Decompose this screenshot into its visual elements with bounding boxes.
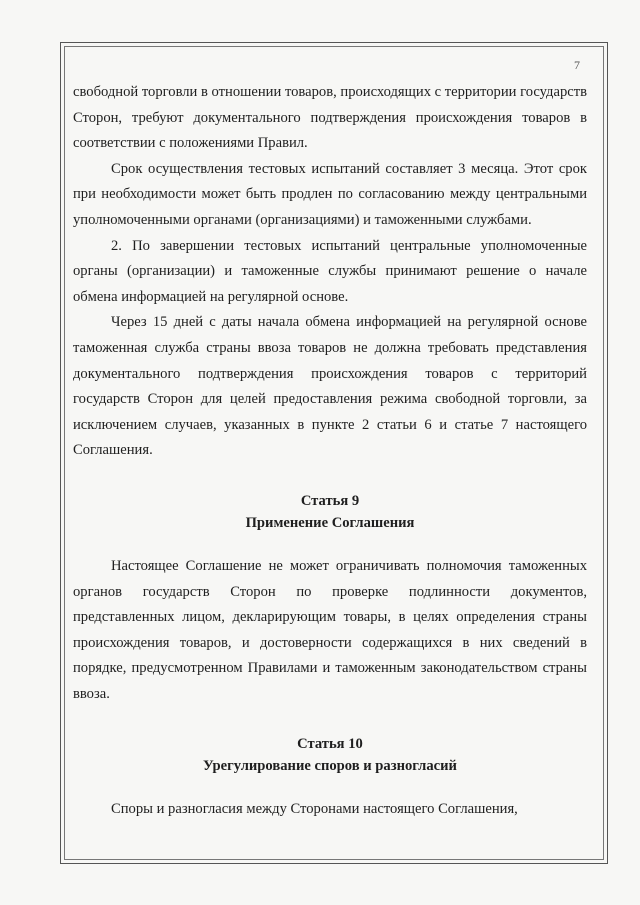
- document-body: [73, 80, 587, 823]
- spacer: [73, 777, 587, 797]
- spacer: [73, 534, 587, 554]
- paragraph-continuation: свободной торговли в отношении товаров, происходящих с территории государств Сторон, требуют документального подтверждения происхождения товаров в соответствии с положениями Правил.: [73, 84, 587, 152]
- paragraph-item-2: 2. По завершении тестовых испытаний центральные уполномоченные органы (организации) и таможенные службы принимают решение о начале обмена информацией на регулярной основе.: [73, 237, 587, 305]
- paragraph-test-period: Срок осуществления тестовых испытаний составляет 3 месяца. Этот срок при необходимости может быть продлен по согласованию между центральными уполномоченными органами (организациями) и таможенными службами.: [73, 160, 587, 228]
- article-10-number: Статья 10: [297, 736, 363, 753]
- article-9-title: Применение Соглашения: [245, 514, 415, 531]
- paragraph-15-days: Через 15 дней с даты начала обмена информацией на регулярной основе таможенная служба страны ввоза товаров не должна требовать представления документального подтверждения происхождения товаров с территорий государств Сторон для целей предоставления режима свободной торговли, за исключением случаев, указанных в пункте 2 статьи 6 и статье 7 настоящего Соглашения.: [73, 314, 587, 459]
- article-10-text: Споры и разногласия между Сторонами настоящего Соглашения,: [111, 801, 518, 818]
- article-9-number: Статья 9: [300, 492, 360, 509]
- page-number: 7: [574, 58, 580, 72]
- article-10-title: Урегулирование споров и разногласий: [203, 758, 457, 775]
- spacer: [73, 707, 587, 733]
- article-9-text: Настоящее Соглашение не может ограничивать полномочия таможенных органов государств Сторон по проверке подлинности документов, представленных лицом, декларирующим товары, в целях определения страны происхождения товаров, и достоверности содержащихся в них сведений в порядке, предусмотренном Правилами и таможенным законодательством страны ввоза.: [73, 557, 587, 702]
- spacer: [73, 464, 587, 490]
